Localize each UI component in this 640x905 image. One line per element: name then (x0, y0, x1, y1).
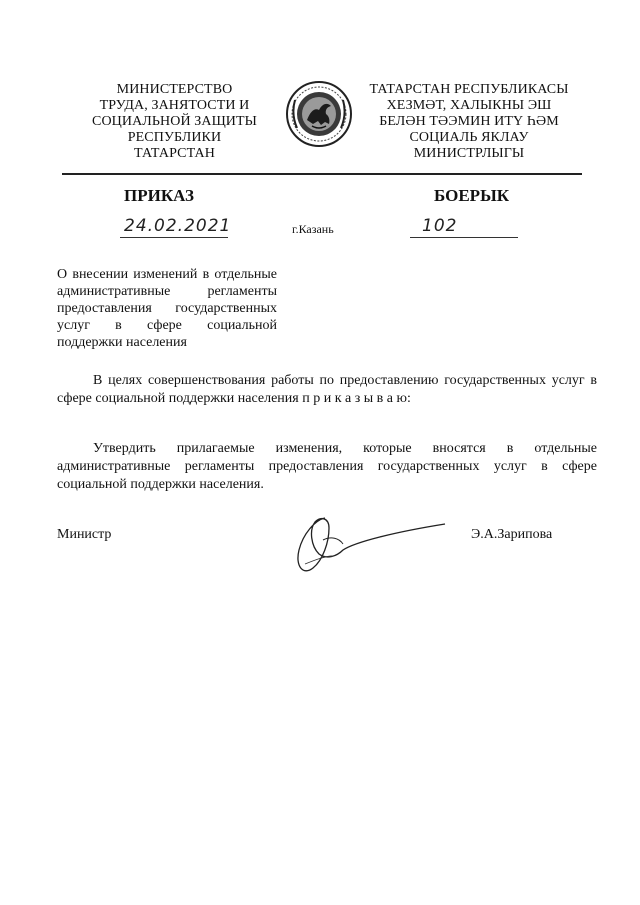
date-underline (120, 237, 228, 238)
order-subject: О внесении изменений в отдельные административные регламенты предоставления государственных услуг в сфере социальной поддержки населения (57, 267, 277, 350)
order-title-tatar: БОЕРЫК (434, 186, 510, 205)
ministry-name-line: БЕЛӘН ТӘЭМИН ИТҮ ҺӘМ (379, 114, 559, 129)
ministry-name-line: МИНИСТЕРСТВО (116, 82, 233, 97)
coat-of-arms-emblem (285, 80, 353, 148)
resolution-paragraph: Утвердить прилагаемые изменения, которые вносятся в отдельные административные регламенты предоставления государственных услуг в сфере социальной поддержки населения. (57, 441, 597, 492)
signatory-position: Министр (57, 527, 112, 542)
ministry-name-line: ТАТАРСТАН (134, 146, 215, 161)
order-city: г.Казань (292, 222, 334, 236)
order-date: 24.02.2021 (124, 216, 232, 236)
preamble-paragraph: В целях совершенствования работы по предоставлению государственных услуг в сфере социальной поддержки населения п р и к а з ы в а ю: (57, 373, 597, 406)
ministry-name-line: СОЦИАЛЬ ЯКЛАУ (409, 130, 529, 145)
handwritten-signature (285, 510, 460, 580)
ministry-name-line: ТРУДА, ЗАНЯТОСТИ И (99, 98, 250, 113)
signatory-name: Э.А.Зарипова (471, 527, 553, 542)
order-title-russian: ПРИКАЗ (124, 186, 194, 205)
ministry-name-line: СОЦИАЛЬНОЙ ЗАЩИТЫ (92, 114, 257, 129)
ministry-name-russian (72, 82, 277, 162)
order-number: 102 (422, 216, 458, 236)
header-divider (62, 173, 582, 175)
ministry-name-line: МИНИСТРЛЫГЫ (413, 146, 525, 161)
ministry-name-line: ХЕЗМӘТ, ХАЛЫКНЫ ЭШ (386, 98, 552, 113)
ministry-name-line: РЕСПУБЛИКИ (127, 130, 222, 145)
ministry-name-line: ТАТАРСТАН РЕСПУБЛИКАСЫ (369, 82, 569, 97)
ministry-name-tatar (362, 82, 576, 162)
number-underline (410, 237, 518, 238)
